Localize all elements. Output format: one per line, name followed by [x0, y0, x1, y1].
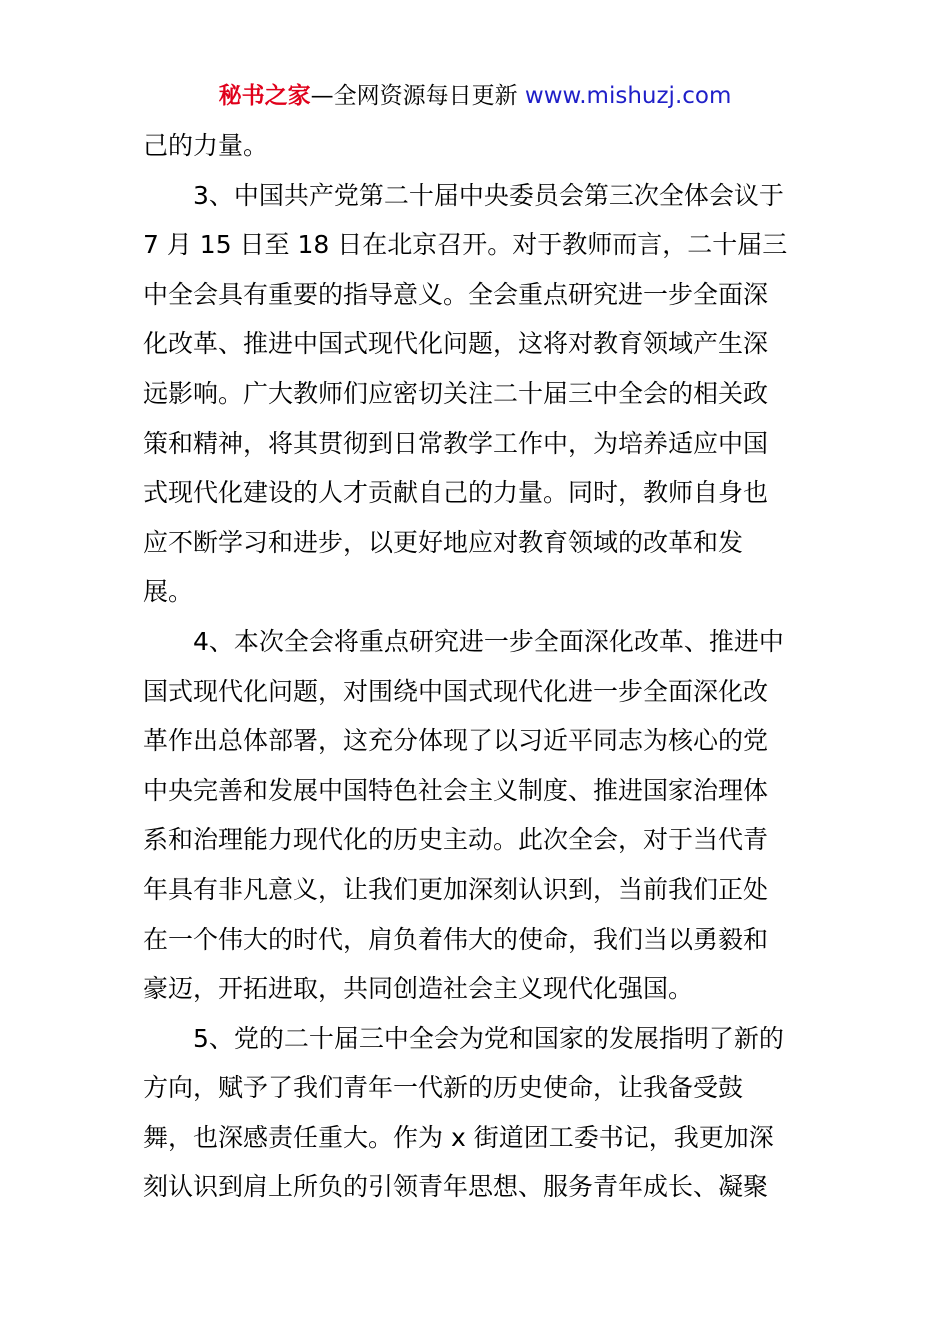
- document-body: [143, 121, 807, 1212]
- text-line: 己的力量。: [143, 131, 269, 160]
- text-line: 4、本次全会将重点研究进一步全面深化改革、推进中: [193, 626, 784, 656]
- text-line: 化改革、推进中国式现代化问题，这将对教育领域产生深: [143, 329, 769, 359]
- text-line: 中央完善和发展中国特色社会主义制度、推进国家治理体: [143, 775, 769, 805]
- text-line: 革作出总体部署，这充分体现了以习近平同志为核心的党: [143, 726, 769, 756]
- text-line: 5、党的二十届三中全会为党和国家的发展指明了新的: [193, 1023, 784, 1053]
- site-header: [0, 80, 950, 112]
- text-line: 在一个伟大的时代，肩负着伟大的使命，我们当以勇毅和: [143, 924, 769, 954]
- text-line: 刻认识到肩上所负的引领青年思想、服务青年成长、凝聚: [143, 1172, 769, 1202]
- site-brand: 秘书之家: [218, 83, 311, 109]
- text-line: 远影响。广大教师们应密切关注二十届三中全会的相关政: [143, 378, 769, 408]
- text-line: 舞，也深感责任重大。作为 x 街道团工委书记，我更加深: [143, 1122, 774, 1152]
- text-line: 策和精神，将其贯彻到日常教学工作中，为培养适应中国: [143, 428, 769, 458]
- text-line: 展。: [143, 577, 194, 607]
- site-tagline: —全网资源每日更新: [310, 83, 525, 109]
- text-line: 年具有非凡意义，让我们更加深刻认识到，当前我们正处: [143, 874, 769, 904]
- text-line: 应不断学习和进步，以更好地应对教育领域的改革和发: [143, 527, 744, 557]
- text-line: 7 月 15 日至 18 日在北京召开。对于教师而言，二十届三: [143, 230, 788, 260]
- text-line: 式现代化建设的人才贡献自己的力量。同时，教师自身也: [143, 478, 769, 508]
- text-line: 国式现代化问题，对围绕中国式现代化进一步全面深化改: [143, 676, 769, 706]
- text-line: 中全会具有重要的指导意义。全会重点研究进一步全面深: [143, 279, 769, 309]
- text-line: 3、中国共产党第二十届中央委员会第三次全体会议于: [193, 180, 784, 210]
- text-line: 系和治理能力现代化的历史主动。此次全会，对于当代青: [143, 825, 769, 855]
- text-line: 豪迈，开拓进取，共同创造社会主义现代化强国。: [143, 974, 694, 1004]
- text-line: 方向，赋予了我们青年一代新的历史使命，让我备受鼓: [143, 1073, 744, 1103]
- site-url-link[interactable]: www.mishuzj.com: [524, 83, 732, 109]
